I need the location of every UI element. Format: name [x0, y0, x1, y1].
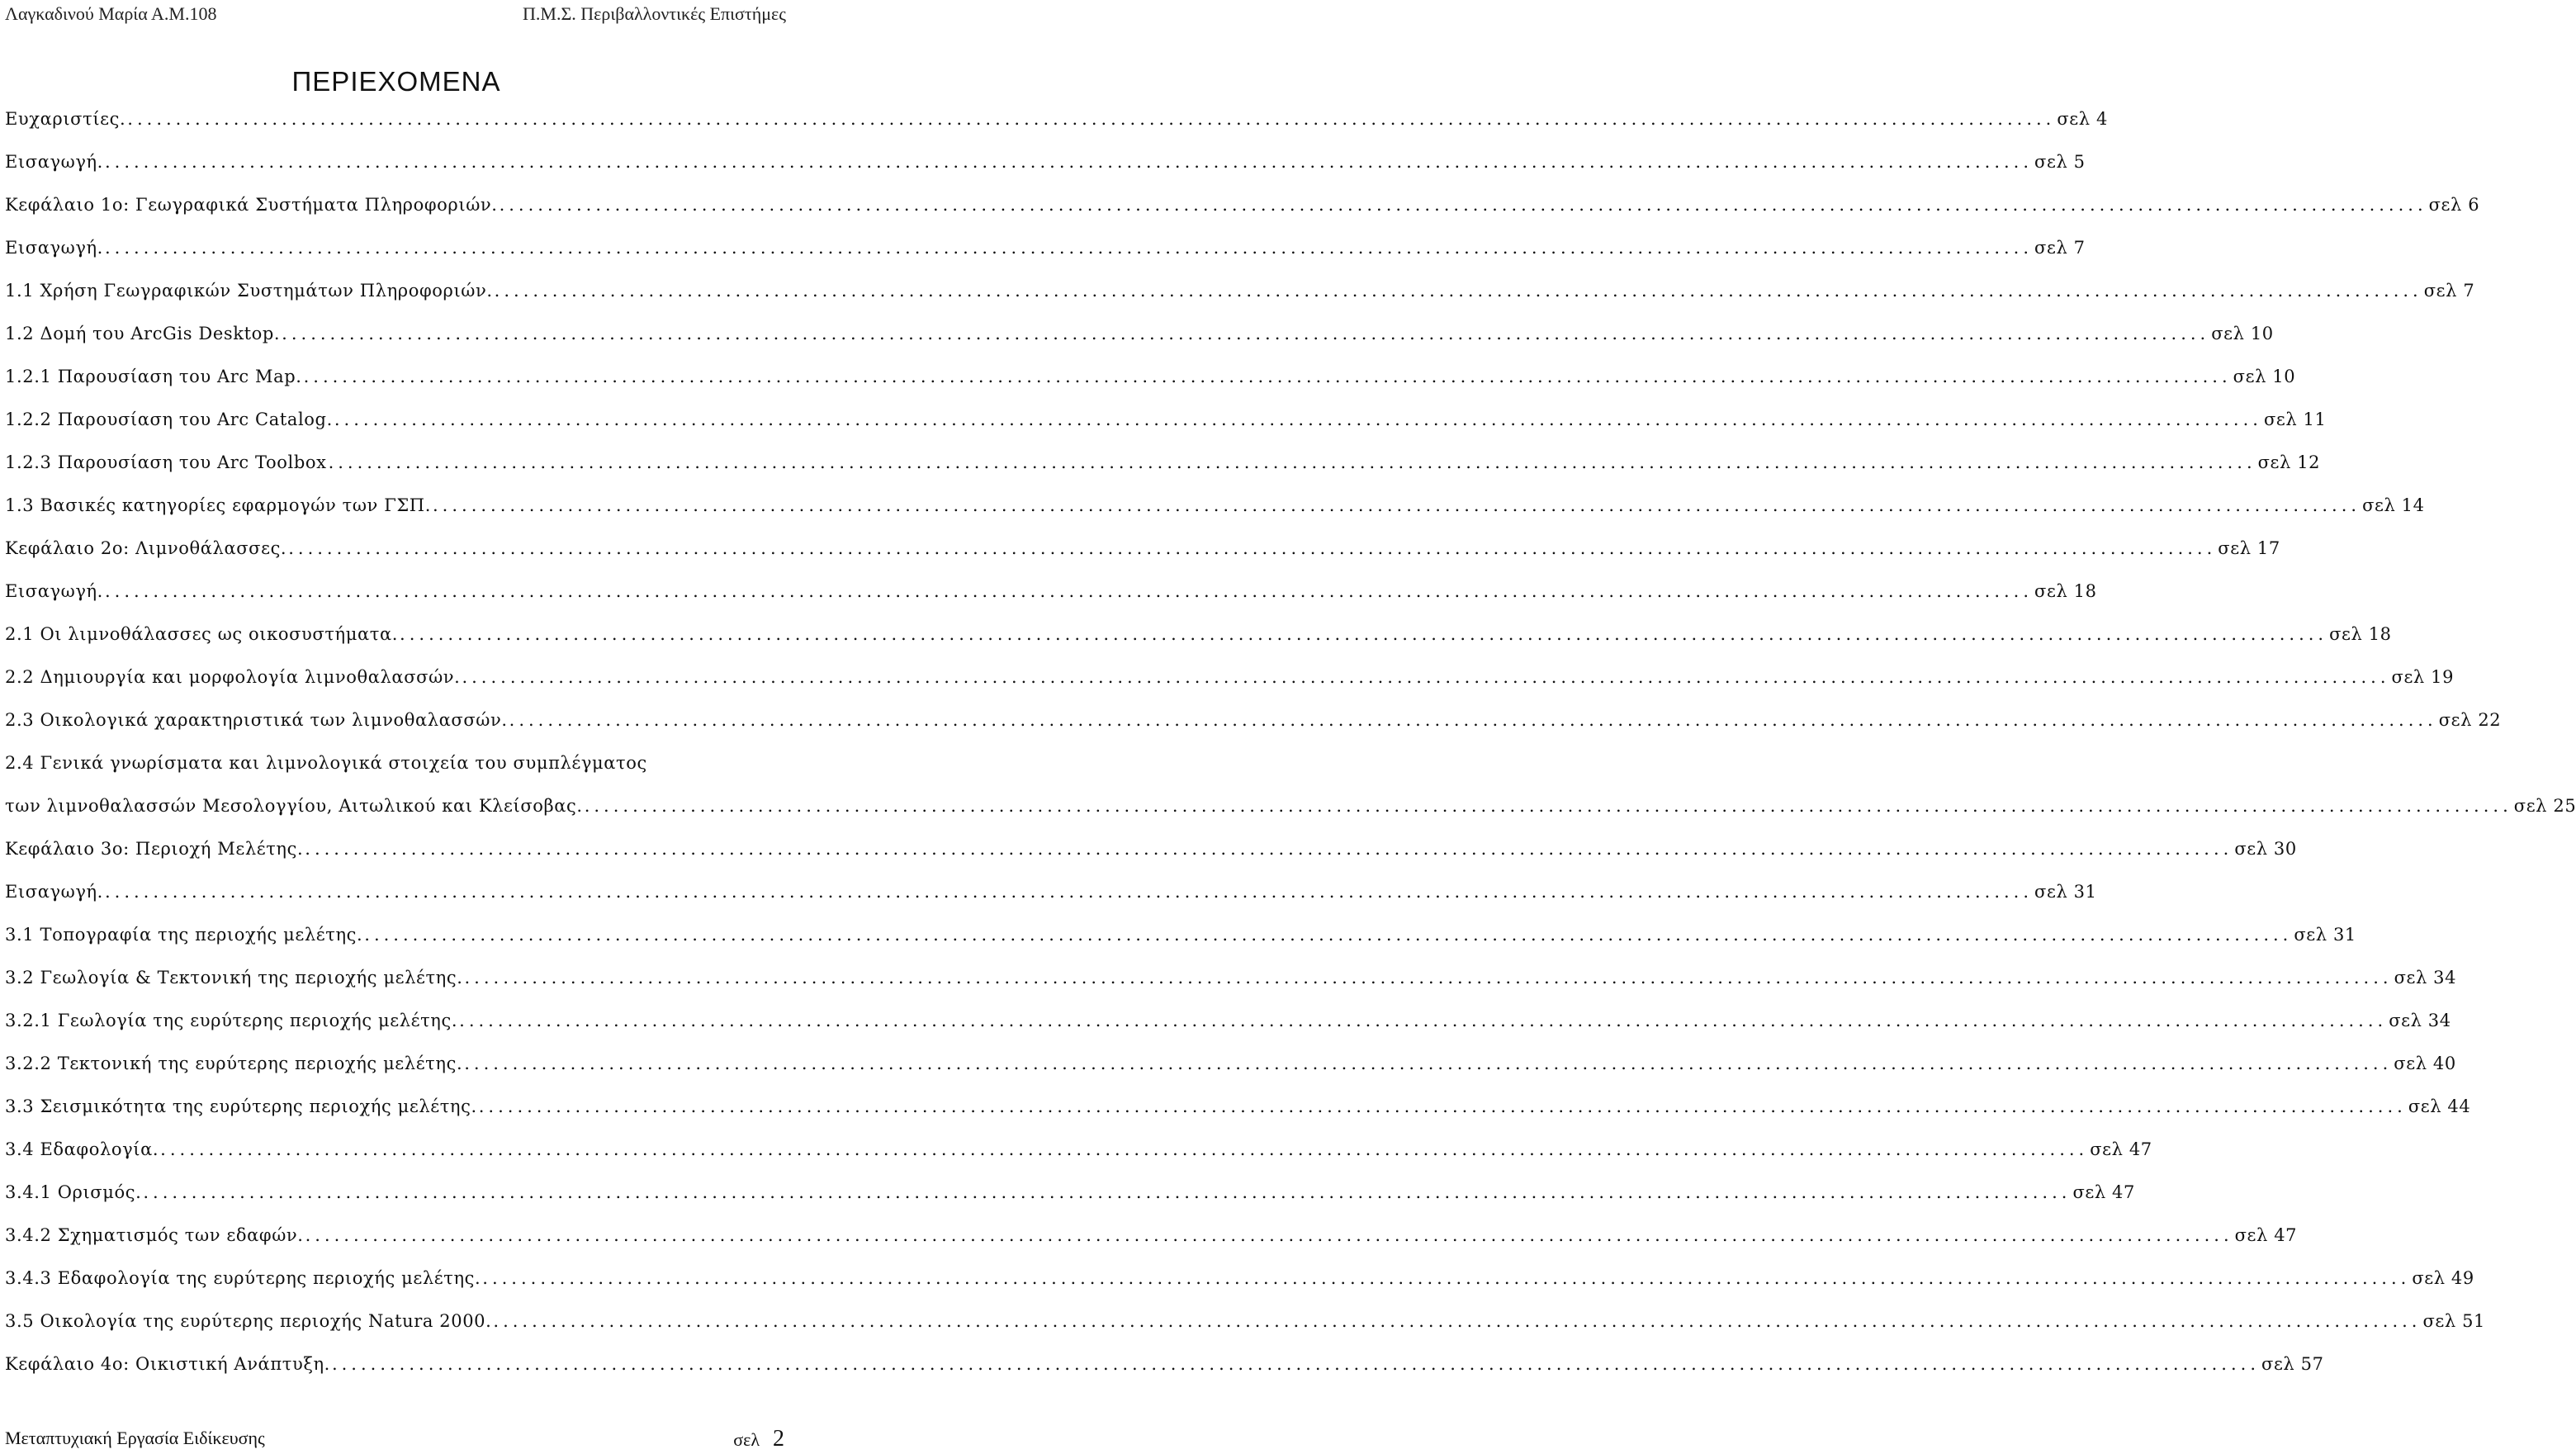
toc-entry-page: σελ 31: [2294, 925, 2356, 945]
toc-entry-title: Ευχαριστίες.: [5, 109, 126, 129]
toc-entry-page: σελ 18: [2034, 581, 2097, 601]
toc-leader-dots: ........................................................................................................................................................................................................: [482, 1268, 2411, 1288]
toc-entry-page: σελ 30: [2234, 839, 2297, 859]
toc-entry-page: σελ 44: [2408, 1096, 2471, 1116]
toc-entry-title: 2.1 Οι λιμνοθάλασσες ως οικοσυστήματα.: [5, 624, 399, 644]
toc-entry-title: 3.2.1 Γεωλογία της ευρύτερης περιοχής μελέτης.: [5, 1011, 458, 1030]
toc-entry: [5, 1354, 2324, 1397]
toc-entry-title: 3.4.1 Ορισμός.: [5, 1182, 142, 1202]
toc-entry-title: Κεφάλαιο 1ο: Γεωγραφικά Συστήματα Πληροφοριών.: [5, 195, 498, 215]
toc-entry: [5, 1225, 2298, 1268]
toc-entry: [5, 1182, 2135, 1225]
page-footer: [0, 1426, 793, 1452]
footer-page-number: 2: [773, 1426, 784, 1452]
page-title: ΠΕΡΙΕΧΟΜΕΝΑ: [291, 66, 501, 97]
toc-entry: [5, 195, 2480, 238]
toc-entry: [5, 238, 2086, 281]
toc-entry: [5, 581, 2097, 624]
toc-entry: [5, 882, 2097, 925]
toc-leader-dots: ........................................................................................................................................................................................................: [499, 195, 2427, 215]
toc-entry-title: 3.3 Σεισμικότητα της ευρύτερης περιοχής μελέτης.: [5, 1096, 477, 1116]
toc-entry-page: σελ 51: [2422, 1311, 2485, 1331]
toc-entry-title: 1.3 Βασικές κατηγορίες εφαρμογών των ΓΣΠ.: [5, 495, 431, 515]
toc-entry: [5, 624, 2392, 667]
toc-entry-title: 1.1 Χρήση Γεωγραφικών Συστημάτων Πληροφοριών.: [5, 281, 493, 301]
toc-leader-dots: ........................................................................................................................................................................................................: [328, 452, 2256, 472]
toc-leader-dots: ........................................................................................................................................................................................................: [334, 410, 2262, 429]
toc-leader-dots: ........................................................................................................................................................................................................: [288, 538, 2217, 558]
toc-leader-dots: ........................................................................................................................................................................................................: [104, 238, 2034, 258]
toc-entry: [5, 1011, 2451, 1054]
toc-entry: [5, 710, 2502, 753]
toc-entry-title: Εισαγωγή.: [5, 238, 103, 258]
toc-entry: [5, 281, 2475, 324]
toc-entry-page: σελ 4: [2057, 109, 2108, 129]
toc-entry-page: σελ 34: [2389, 1011, 2451, 1030]
header-author: Λαγκαδινού Μαρία Α.Μ.108: [5, 3, 217, 24]
toc-entry: [5, 753, 789, 796]
toc-leader-dots: ........................................................................................................................................................................................................: [478, 1096, 2407, 1116]
toc-leader-dots: ........................................................................................................................................................................................................: [509, 710, 2437, 730]
toc-entry-title: των λιμνοθαλασσών Μεσολογγίου, Αιτωλικού και Κλείσοβας.: [5, 796, 583, 816]
toc-entry-title: Κεφάλαιο 4ο: Οικιστική Ανάπτυξη.: [5, 1354, 330, 1374]
toc-entry-title: 3.4.3 Εδαφολογία της ευρύτερης περιοχής μελέτης.: [5, 1268, 481, 1288]
toc-entry-title: 1.2.2 Παρουσίαση του Arc Catalog.: [5, 410, 333, 429]
toc-entry-title: 2.3 Οικολογικά χαρακτηριστικά των λιμνοθαλασσών.: [5, 710, 508, 730]
toc-leader-dots: ........................................................................................................................................................................................................: [305, 1225, 2233, 1245]
toc-entry-page: σελ 47: [2090, 1139, 2152, 1159]
toc-leader-dots: ........................................................................................................................................................................................................: [433, 495, 2361, 515]
toc-entry: [5, 1139, 2152, 1182]
toc-entry: [5, 324, 2274, 367]
toc-entry-page: σελ 49: [2412, 1268, 2474, 1288]
toc-entry-page: σελ 7: [2034, 238, 2086, 258]
toc-entry: [5, 538, 2280, 581]
toc-entry: [5, 968, 2457, 1011]
toc-entry-page: σελ 31: [2034, 882, 2097, 902]
toc-entry-page: σελ 14: [2362, 495, 2425, 515]
toc-entry-page: σελ 47: [2072, 1182, 2135, 1202]
toc-leader-dots: ........................................................................................................................................................................................................: [364, 925, 2293, 945]
toc-leader-dots: ........................................................................................................................................................................................................: [143, 1182, 2072, 1202]
toc-entry: [5, 410, 2327, 452]
toc-entry-title: Κεφάλαιο 2ο: Λιμνοθάλασσες.: [5, 538, 287, 558]
toc-entry-page: σελ 19: [2391, 667, 2455, 687]
toc-entry-page: σελ 7: [2423, 281, 2475, 301]
toc-entry-page: σελ 18: [2329, 624, 2392, 644]
page-header: [0, 2, 793, 26]
toc-entry: [5, 109, 2108, 152]
toc-leader-dots: ........................................................................................................................................................................................................: [331, 1354, 2261, 1374]
toc-leader-dots: ........................................................................................................................................................................................................: [584, 796, 2512, 816]
toc-entry-title: 2.4 Γενικά γνωρίσματα και λιμνολογικά στοιχεία του συμπλέγματος: [5, 753, 647, 773]
toc-entry: [5, 925, 2356, 968]
table-of-contents: [5, 109, 2576, 1397]
toc-leader-dots: ........................................................................................................................................................................................................: [493, 1311, 2422, 1331]
toc-entry-title: 3.2.2 Τεκτονική της ευρύτερης περιοχής μελέτης.: [5, 1054, 463, 1073]
toc-leader-dots: ........................................................................................................................................................................................................: [160, 1139, 2089, 1159]
toc-entry-title: 3.2 Γεωλογία & Τεκτονική της περιοχής μελέτης.: [5, 968, 463, 987]
toc-leader-dots: ........................................................................................................................................................................................................: [464, 1054, 2393, 1073]
toc-entry: [5, 1096, 2471, 1139]
footer-page-label: σελ: [733, 1429, 760, 1450]
toc-entry-title: 1.2.1 Παρουσίαση του Arc Map.: [5, 367, 302, 386]
toc-entry: [5, 1311, 2485, 1354]
toc-entry-page: σελ 34: [2394, 968, 2457, 987]
toc-entry-page: σελ 17: [2218, 538, 2280, 558]
toc-entry-page: σελ 11: [2263, 410, 2327, 429]
toc-leader-dots: ........................................................................................................................................................................................................: [459, 1011, 2388, 1030]
footer-page: [733, 1426, 784, 1452]
toc-leader-dots: ........................................................................................................................................................................................................: [494, 281, 2422, 301]
toc-leader-dots: ........................................................................................................................................................................................................: [305, 839, 2233, 859]
toc-entry-page: σελ 40: [2394, 1054, 2456, 1073]
toc-entry-title: Εισαγωγή.: [5, 581, 103, 601]
toc-leader-dots: ........................................................................................................................................................................................................: [464, 968, 2393, 987]
toc-entry-title: Εισαγωγή.: [5, 152, 103, 172]
toc-entry: [5, 667, 2455, 710]
header-program: Π.Μ.Σ. Περιβαλλοντικές Επιστήμες: [523, 3, 786, 24]
toc-leader-dots: ........................................................................................................................................................................................................: [104, 152, 2034, 172]
toc-entry: [5, 495, 2425, 538]
toc-leader-dots: ........................................................................................................................................................................................................: [104, 882, 2034, 902]
toc-entry-title: 1.2 Δομή του ArcGis Desktop.: [5, 324, 281, 343]
toc-entry-page: σελ 10: [2211, 324, 2274, 343]
toc-entry-title: 3.1 Τοπογραφία της περιοχής μελέτης.: [5, 925, 363, 945]
toc-entry-title: 3.5 Οικολογία της ευρύτερης περιοχής Natura 2000.: [5, 1311, 492, 1331]
toc-entry: [5, 1054, 2456, 1096]
toc-entry-title: 3.4 Εδαφολογία.: [5, 1139, 159, 1159]
toc-entry-title: 1.2.3 Παρουσίαση του Arc Toolbox: [5, 452, 327, 472]
toc-leader-dots: ........................................................................................................................................................................................................: [400, 624, 2328, 644]
toc-leader-dots: ........................................................................................................................................................................................................: [282, 324, 2210, 343]
toc-entry-title: 3.4.2 Σχηματισμός των εδαφών.: [5, 1225, 304, 1245]
toc-entry-page: σελ 6: [2428, 195, 2480, 215]
toc-entry: [5, 367, 2296, 410]
toc-entry: [5, 796, 2576, 839]
footer-title: Μεταπτυχιακή Εργασία Ειδίκευσης: [5, 1428, 265, 1448]
toc-entry-page: σελ 10: [2233, 367, 2296, 386]
toc-entry-page: σελ 12: [2257, 452, 2321, 472]
toc-entry: [5, 1268, 2474, 1311]
toc-leader-dots: ........................................................................................................................................................................................................: [462, 667, 2390, 687]
toc-entry-page: σελ 25: [2513, 796, 2576, 816]
toc-entry: [5, 152, 2086, 195]
toc-entry-title: Εισαγωγή.: [5, 882, 103, 902]
toc-entry: [5, 839, 2297, 882]
toc-entry-page: σελ 57: [2261, 1354, 2324, 1374]
toc-entry-page: σελ 47: [2234, 1225, 2298, 1245]
toc-leader-dots: ........................................................................................................................................................................................................: [127, 109, 2056, 129]
toc-entry-page: σελ 5: [2034, 152, 2086, 172]
toc-leader-dots: ........................................................................................................................................................................................................: [303, 367, 2232, 386]
toc-entry-title: 2.2 Δημιουργία και μορφολογία λιμνοθαλασσών.: [5, 667, 461, 687]
toc-entry-page: σελ 22: [2438, 710, 2502, 730]
toc-entry: [5, 452, 2321, 495]
toc-leader-dots: ........................................................................................................................................................................................................: [104, 581, 2034, 601]
toc-entry-title: Κεφάλαιο 3ο: Περιοχή Μελέτης.: [5, 839, 304, 859]
